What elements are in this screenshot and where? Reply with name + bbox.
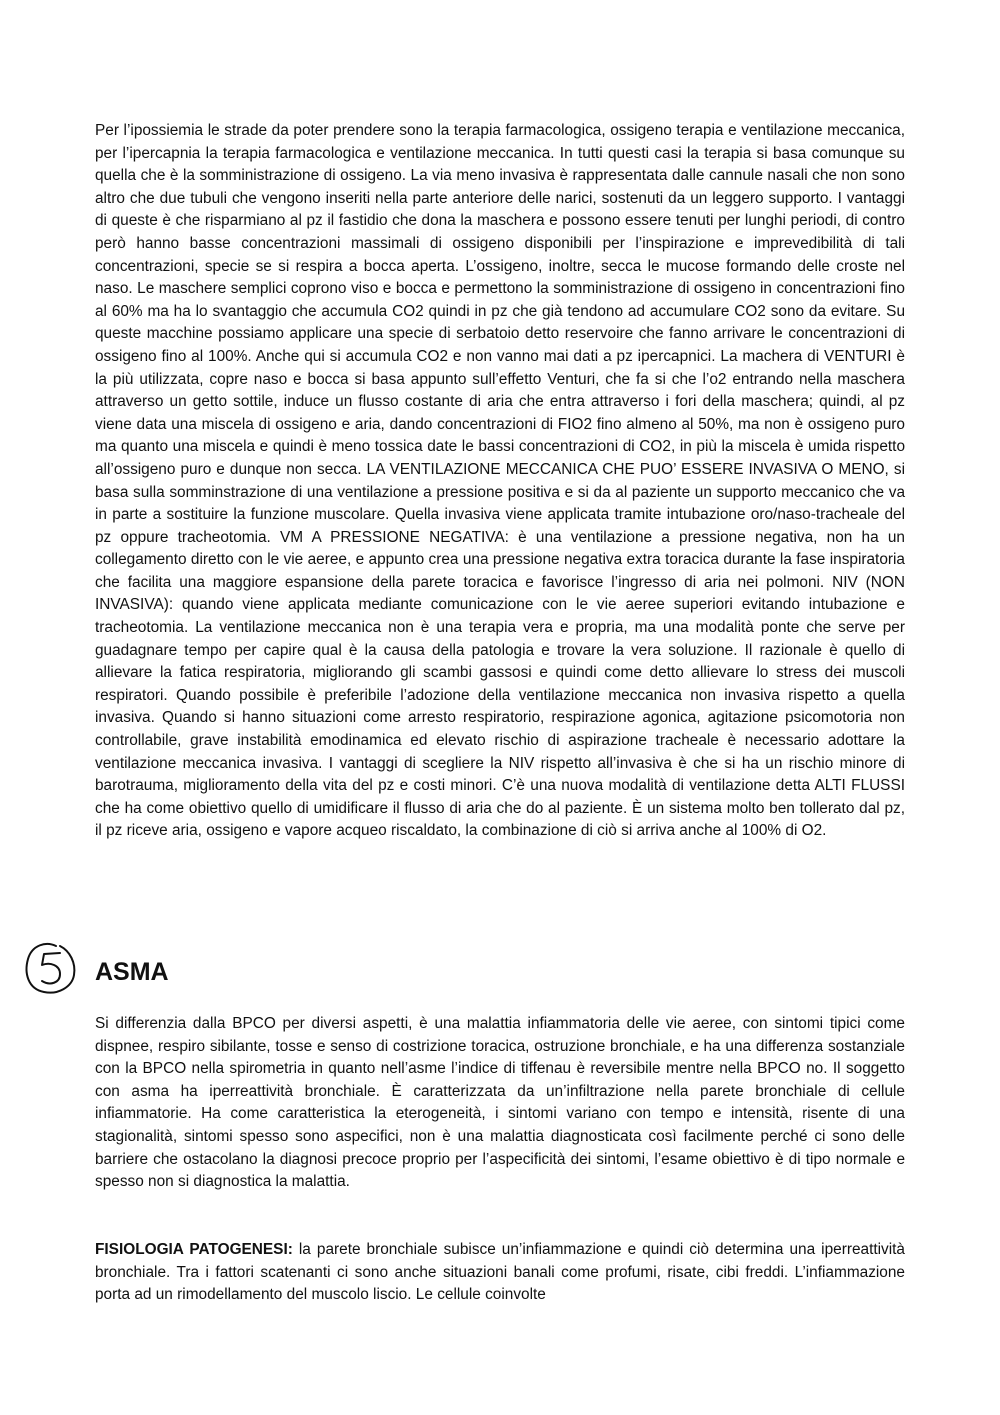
paragraph-fisiologia <box>95 1239 905 1307</box>
section-title: ASMA <box>95 958 169 986</box>
handwritten-number-5-icon <box>22 937 78 997</box>
paragraph-asma-intro: Si differenzia dalla BPCO per diversi aspetti, è una malattia infiammatoria delle vie aeree, con sintomi tipici come dispnee, respiro sibilante, tosse e senso di costrizione toracica, ostruzione bronchiale, e ha una differenza sostanziale con la BPCO nella spirometria in quanto nell’asme l’indice di tiffenau è reversibile mentre nella BPCO no. Il soggetto con asma ha iperreattività bronchiale. È caratterizzata da un’infiltrazione nella parete bronchiale di cellule infiammatorie. Ha come caratteristica la eterogeneità, i sintomi variano con tempo e intensità, risente di una stagionalità, sintomi spesso sono aspecifici, non è una malattia diagnosticata così facilmente perché ci sono delle barriere che ostacolano la diagnosi precoce proprio per l’aspecificità dei sintomi, l’esame obiettivo è di tipo normale e spesso non si diagnostica la malattia. <box>95 1015 905 1191</box>
fisiologia-text: la parete bronchiale subisce un’infiammazione e quindi ciò determina una iperreattività bronchiale. Tra i fattori scatenanti ci sono anche situazioni banali come profumi, risate, cibi freddi. L’infiammazione porta ad un rimodellamento del muscolo liscio. Le cellule coinvolte <box>95 1241 905 1304</box>
fisiologia-label: FISIOLOGIA PATOGENESI: <box>95 1241 293 1258</box>
paragraph-ventilation: Per l’ipossiemia le strade da poter prendere sono la terapia farmacologica, ossigeno terapia e ventilazione meccanica, per l’ipercapnia la terapia farmacologica e ventilazione meccanica. In tutti questi casi la terapia si basa comunque su quella che è la somministrazione di ossigeno. La via meno invasiva è rappresentata dalle cannule nasali che non sono altro che due tubuli che vengono inseriti nella parte anteriore delle narici, sostenuti da un leggero supporto. I vantaggi di queste è che risparmiano al pz il fastidio che dona la maschera e possono essere tenuti per lunghi periodi, di contro però hanno basse concentrazioni massimali di ossigeno disponibili per l’inspirazione e imprevedibilità di tali concentrazioni, specie se si respira a bocca aperta. L’ossigeno, inoltre, secca le mucose formando delle croste nel naso. Le maschere semplici coprono viso e bocca e permettono la somministrazione di ossigeno in concentrazioni fino al 60% ma ha lo svantaggio che accumula CO2 quindi in pz che già tendono ad accumulare CO2 sono da evitare. Su queste macchine possiamo applicare una specie di serbatoio detto reservoire che fanno arrivare le concentrazioni di ossigeno fino al 100%. Anche qui si accumula CO2 e non vanno mai dati a pz ipercapnici. La machera di VENTURI è la più utilizzata, copre naso e bocca si basa appunto sull’effetto Venturi, che fa si che l’o2 entrando nella maschera attraverso un getto sottile, induce un flusso costante di aria che entra attraverso i fori della maschera; quindi, al pz viene data una miscela di ossigeno e aria, dando concentrazioni di FIO2 fino almeno al 50%, ma non è ossigeno puro ma quanto una miscela e quindi è meno tossica date le bassi concentrazioni di CO2, in più la miscela è umida rispetto all’ossigeno puro e dunque non secca. LA VENTILAZIONE MECCANICA CHE PUO’ ESSERE INVASIVA O MENO, si basa sulla somminstrazione di una ventilazione a pressione positiva e si da al paziente un supporto meccanico che va in parte a sostituire la funzione muscolare. Quella invasiva viene applicata tramite intubazione oro/naso-tracheale del pz oppure tracheotomia. VM A PRESSIONE NEGATIVA: è una ventilazione a pressione negativa, non ha un collegamento diretto con le vie aeree, e appunto crea una pressione negativa extra toracica durante la fase inspiratoria che facilita una maggiore espansione della parete toracica e favorisce l’ingresso di aria nei polmoni. NIV (NON INVASIVA): quando viene applicata mediante comunicazione con le vie aeree superiori evitando intubazione e tracheotomia. La ventilazione meccanica non è una terapia vera e propria, ma una modalità ponte che serve per guadagnare tempo per capire qual è la causa della patologia e trovare la vera soluzione. Il razionale è quello di allievare la fatica respiratoria, migliorando gli scambi gassosi e quindi come detto allievare lo stress dei muscoli respiratori. Quando possibile è preferibile l’adozione della ventilazione meccanica non invasiva rispetto a quella invasiva. Quando si hanno situazioni come arresto respiratorio, respirazione agonica, agitazione psicomotoria non controllabile, grave instabilità emodinamica ed elevato rischio di aspirazione tracheale è necessario adottare la ventilazione meccanica invasiva. I vantaggi di scegliere la NIV rispetto all’invasiva è che si ha un rischio minore di barotrauma, miglioramento della vita del pz e costi minori. C’è una nuova modalità di ventilazione detta ALTI FLUSSI che ha come obiettivo quello di umidificare il flusso di aria che do al paziente. È un sistema molto ben tollerato dal pz, il pz riceve aria, ossigeno e vapore acqueo riscaldato, la combinazione di ciò si arriva anche al 100% di O2. <box>95 122 905 840</box>
